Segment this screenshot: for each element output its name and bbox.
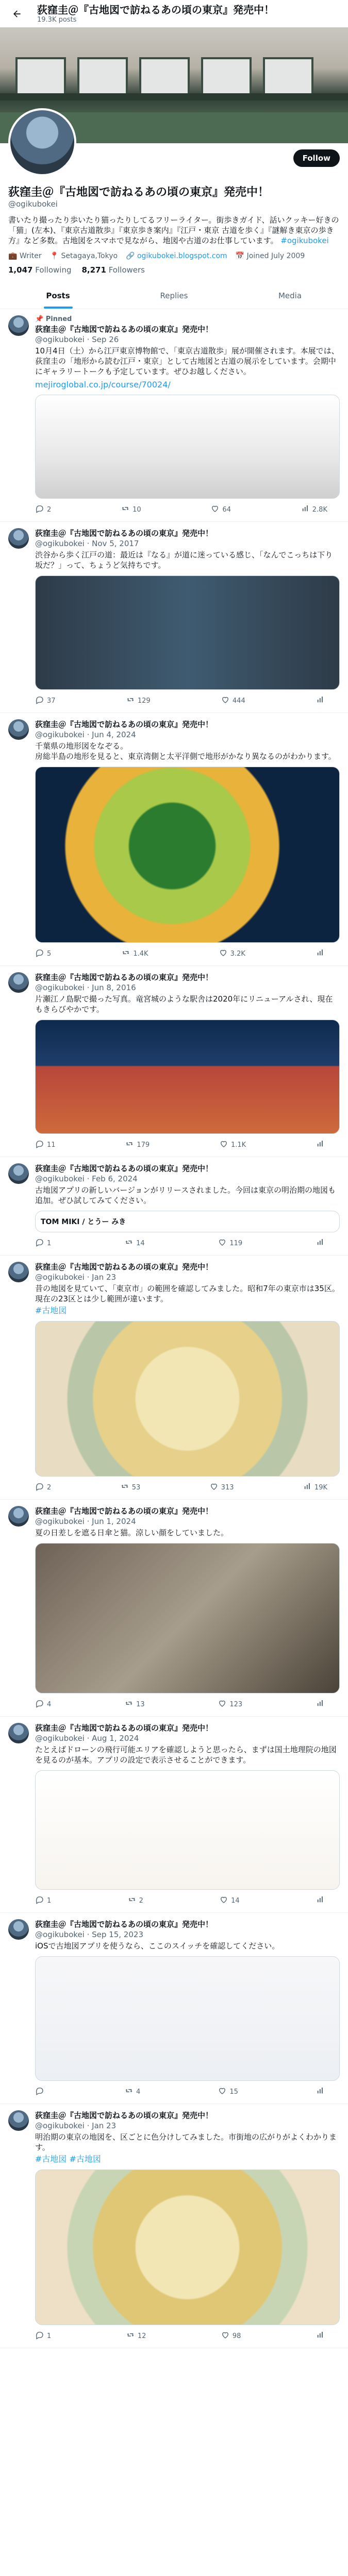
top-bar bbox=[0, 0, 348, 27]
like-icon bbox=[219, 1895, 228, 1906]
reply-count: 37 bbox=[47, 697, 56, 705]
like-button[interactable] bbox=[218, 1238, 242, 1249]
tweet-text: 明治期の東京の地図を、区ごとに色分けしてみました。市街地の広がりがよくわかります。 bbox=[35, 2132, 337, 2152]
tweet[interactable] bbox=[0, 1157, 348, 1256]
tweet-body bbox=[35, 1919, 340, 2097]
like-button[interactable] bbox=[218, 1699, 242, 1710]
tweet-media[interactable] bbox=[35, 2170, 340, 2325]
tweet-media[interactable] bbox=[35, 1543, 340, 1693]
repost-count: 13 bbox=[136, 1700, 145, 1708]
profile-handle: @ogikubokei bbox=[8, 199, 58, 209]
like-icon bbox=[218, 2086, 227, 2097]
quoted-tweet[interactable] bbox=[35, 1211, 340, 1232]
tweet-handle-date: @ogikubokei · Jan 23 bbox=[35, 1273, 117, 1282]
like-icon bbox=[218, 1238, 227, 1249]
like-count: 444 bbox=[232, 697, 245, 705]
tweet-actions bbox=[35, 1895, 340, 1906]
reply-icon bbox=[35, 1482, 44, 1493]
tweet-handle-date: @ogikubokei · Sep 26 bbox=[35, 335, 119, 344]
tweet[interactable] bbox=[0, 522, 348, 713]
banner-window bbox=[201, 57, 252, 97]
banner-rail bbox=[0, 93, 348, 100]
tweet-body bbox=[35, 1723, 340, 1906]
follow-button[interactable]: Follow bbox=[293, 149, 340, 167]
tweet-header bbox=[35, 528, 340, 549]
tweet-media[interactable] bbox=[35, 575, 340, 690]
tweet-handle-date: @ogikubokei · Jun 4, 2024 bbox=[35, 730, 136, 739]
tweet-avatar[interactable] bbox=[8, 719, 29, 740]
tweet-text: たとえばドローンの飛行可能エリアを確認しようと思ったら、まずは国土地理院の地図を見るのが基本。アプリの設定で表示させることができます。 bbox=[35, 1745, 337, 1765]
reply-icon bbox=[35, 1238, 44, 1249]
like-count: 64 bbox=[222, 505, 231, 514]
quoted-author: TOM MIKI / とうー みき bbox=[41, 1218, 126, 1226]
tweet-body bbox=[35, 1506, 340, 1710]
banner-window bbox=[15, 57, 66, 97]
tweet-avatar[interactable] bbox=[8, 528, 29, 549]
tweet-author-name[interactable]: 荻窪圭＠『古地図で訪ねるあの頃の東京』発売中！ bbox=[35, 325, 213, 334]
repost-button[interactable] bbox=[124, 1238, 145, 1249]
views-icon bbox=[316, 1139, 325, 1150]
tweet-avatar[interactable] bbox=[8, 972, 29, 993]
views-icon bbox=[303, 1482, 312, 1493]
repost-icon bbox=[121, 948, 130, 959]
reply-icon bbox=[35, 1895, 44, 1906]
reply-button[interactable] bbox=[35, 1238, 51, 1249]
reply-button[interactable] bbox=[35, 948, 51, 959]
views-button[interactable] bbox=[316, 2086, 327, 2097]
tab-media[interactable]: Media bbox=[278, 291, 302, 300]
like-count: 14 bbox=[231, 1896, 240, 1905]
tweet[interactable] bbox=[0, 1256, 348, 1500]
tweet-avatar[interactable] bbox=[8, 2110, 29, 2131]
profile-job: 💼 Writer bbox=[8, 252, 42, 260]
views-button[interactable] bbox=[316, 1895, 327, 1906]
tweet-body bbox=[35, 1262, 340, 1493]
reply-icon bbox=[35, 948, 44, 959]
repost-button[interactable] bbox=[126, 695, 151, 706]
like-count: 313 bbox=[221, 1483, 234, 1492]
reply-icon bbox=[35, 695, 44, 706]
reply-icon bbox=[35, 1139, 44, 1150]
tweet-author-name[interactable]: 荻窪圭＠『古地図で訪ねるあの頃の東京』発売中！ bbox=[35, 720, 213, 729]
reply-count: 11 bbox=[47, 1141, 56, 1149]
like-button[interactable] bbox=[219, 948, 245, 959]
tweet-text: iOSで古地図アプリを使うなら、ここのスイッチを確認してください。 bbox=[35, 1941, 280, 1951]
repost-count: 10 bbox=[132, 505, 141, 514]
tweet[interactable] bbox=[0, 309, 348, 522]
tweet-media[interactable] bbox=[35, 1321, 340, 1477]
views-icon bbox=[316, 2330, 325, 2342]
profile-bio bbox=[8, 215, 340, 246]
tweet-avatar[interactable] bbox=[8, 1919, 29, 1940]
profile-joined: 📅 Joined July 2009 bbox=[235, 252, 305, 260]
profile-meta bbox=[8, 252, 340, 260]
tweet-avatar[interactable] bbox=[8, 1163, 29, 1184]
tweet-actions bbox=[35, 1139, 340, 1150]
tweet-body bbox=[35, 315, 340, 515]
reply-icon bbox=[35, 2086, 44, 2097]
repost-icon bbox=[126, 695, 135, 706]
profile-bio-text: 書いたり撮ったり歩いたり猫ったりしてるフリーライター。街歩きガイド、話いクッキー好きの「猫」(左本)、『東京古道散歩』『東京歩き案内』『江戸・東京 古道を歩く』『謎解き東京の歩き方』など多数。古地図をスマホで見ながら、地図や古道のお仕事しています。 bbox=[8, 215, 339, 245]
tweet-body bbox=[35, 972, 340, 1150]
like-count: 3.2K bbox=[230, 950, 245, 958]
followers-count[interactable]: 8,271 Followers bbox=[81, 265, 145, 275]
tweet-handle-date: @ogikubokei · Sep 15, 2023 bbox=[35, 1930, 143, 1939]
tweet-actions bbox=[35, 948, 340, 959]
tweet-author-name[interactable]: 荻窪圭＠『古地図で訪ねるあの頃の東京』発売中！ bbox=[35, 1506, 213, 1516]
repost-count: 2 bbox=[139, 1896, 143, 1905]
banner-window bbox=[263, 57, 313, 97]
profile-info bbox=[0, 143, 348, 275]
tweet[interactable] bbox=[0, 966, 348, 1157]
tweet-handle-date: @ogikubokei · Jun 8, 2016 bbox=[35, 983, 136, 992]
tweet-body bbox=[35, 719, 340, 959]
reply-count: 1 bbox=[47, 1239, 52, 1247]
avatar[interactable] bbox=[8, 108, 76, 176]
repost-count: 14 bbox=[136, 1239, 145, 1247]
repost-icon bbox=[124, 2086, 134, 2097]
like-icon bbox=[219, 948, 228, 959]
tweet[interactable] bbox=[0, 1500, 348, 1717]
tweet-link[interactable]: mejiroglobal.co.jp/course/70024/ bbox=[35, 380, 171, 389]
views-icon bbox=[316, 948, 325, 959]
views-button[interactable] bbox=[316, 2330, 327, 2342]
reply-icon bbox=[35, 1699, 44, 1710]
views-count: 19K bbox=[314, 1483, 327, 1492]
tweet-actions bbox=[35, 1238, 340, 1249]
tweet-text: 10月4日（土）から江戸東京博物館で、「東京古道散歩」展が開催されます。本展では、荻窪圭の「地形から読む江戸・東京」として古地図と古道の展示をしています。会期中にギャラリートークも予定しています。ぜひお越しください。 bbox=[35, 346, 339, 376]
like-count: 98 bbox=[232, 2332, 241, 2340]
tweet-media[interactable] bbox=[35, 1770, 340, 1890]
like-button[interactable] bbox=[218, 2086, 238, 2097]
repost-button[interactable] bbox=[121, 948, 148, 959]
views-count: 2.8K bbox=[312, 505, 327, 514]
reply-count: 1 bbox=[47, 2332, 52, 2340]
repost-button[interactable] bbox=[121, 504, 141, 515]
tweet-actions bbox=[35, 2330, 340, 2342]
banner-window bbox=[139, 57, 190, 97]
like-button[interactable] bbox=[221, 695, 245, 706]
reply-icon bbox=[35, 2330, 44, 2342]
tweet-author-name[interactable]: 荻窪圭＠『古地図で訪ねるあの頃の東京』発売中！ bbox=[35, 1164, 213, 1173]
header-name: 荻窪圭＠『古地図で訪ねるあの頃の東京』発売中！ bbox=[37, 4, 274, 16]
repost-button[interactable] bbox=[126, 2330, 146, 2342]
views-button[interactable] bbox=[316, 1139, 327, 1150]
views-button[interactable] bbox=[316, 1238, 327, 1249]
tweet-media[interactable] bbox=[35, 1020, 340, 1134]
reply-button[interactable] bbox=[35, 1895, 51, 1906]
tweet[interactable] bbox=[0, 1913, 348, 2104]
views-icon bbox=[316, 2086, 325, 2097]
tweet-handle-date: @ogikubokei · Feb 6, 2024 bbox=[35, 1174, 138, 1183]
like-icon bbox=[221, 695, 230, 706]
tweet-author-name[interactable]: 荻窪圭＠『古地図で訪ねるあの頃の東京』発売中！ bbox=[35, 1920, 213, 1929]
reply-count: 4 bbox=[47, 1700, 52, 1708]
tweet-avatar[interactable] bbox=[8, 1262, 29, 1282]
views-icon bbox=[316, 1895, 325, 1906]
repost-icon bbox=[126, 2330, 135, 2342]
tweet-author-name[interactable]: 荻窪圭＠『古地図で訪ねるあの頃の東京』発売中！ bbox=[35, 529, 213, 538]
tweet-author-name[interactable]: 荻窪圭＠『古地図で訪ねるあの頃の東京』発売中！ bbox=[35, 1262, 213, 1272]
like-button[interactable] bbox=[210, 504, 231, 515]
like-icon bbox=[221, 2330, 230, 2342]
reply-count: 2 bbox=[47, 1483, 52, 1492]
tweet-text: 昔の地図を見ていて、「東京市」の範囲を確認してみました。昭和7年の東京市は35区。現在の23区とは少し範囲が違います。 bbox=[35, 1284, 340, 1303]
like-button[interactable] bbox=[219, 1139, 246, 1150]
like-count: 119 bbox=[229, 1239, 243, 1247]
tweet[interactable] bbox=[0, 2104, 348, 2348]
views-icon bbox=[316, 1699, 325, 1710]
tweet-header bbox=[35, 719, 340, 740]
tweet-body bbox=[35, 2110, 340, 2342]
repost-count: 129 bbox=[137, 697, 151, 705]
like-count: 123 bbox=[229, 1700, 243, 1708]
tweet-header bbox=[35, 1163, 340, 1184]
repost-count: 53 bbox=[131, 1483, 141, 1492]
tweet-avatar[interactable] bbox=[8, 315, 29, 336]
reply-button[interactable] bbox=[35, 1139, 56, 1150]
tweet-handle-date: @ogikubokei · Jun 1, 2024 bbox=[35, 1517, 136, 1526]
tweet-author-name[interactable]: 荻窪圭＠『古地図で訪ねるあの頃の東京』発売中！ bbox=[35, 973, 213, 982]
reply-button[interactable] bbox=[35, 2086, 47, 2097]
views-button[interactable] bbox=[316, 948, 327, 959]
tweet-actions bbox=[35, 1482, 340, 1493]
tweet-header bbox=[35, 1506, 340, 1527]
views-icon bbox=[316, 1238, 325, 1249]
repost-icon bbox=[127, 1895, 137, 1906]
repost-icon bbox=[124, 1699, 134, 1710]
views-button[interactable] bbox=[301, 504, 327, 515]
like-button[interactable] bbox=[219, 1895, 240, 1906]
tweet-header bbox=[35, 2110, 340, 2131]
tweet-text: 片瀬江ノ島駅で撮った写真。竜宮城のような駅舎は2020年にリニューアルされ、現在もきらびやかです。 bbox=[35, 994, 333, 1014]
timeline bbox=[0, 309, 348, 2348]
reply-button[interactable] bbox=[35, 1699, 51, 1710]
repost-icon bbox=[124, 1238, 134, 1249]
tweet-media[interactable] bbox=[35, 395, 340, 499]
reply-count: 1 bbox=[47, 1896, 52, 1905]
tweet-text: 渋谷から歩く江戸の道：最近は『なる』が道に迷っている感じ、「なんでこっちは下り坂だ？」って、ちょうど気持ちです。 bbox=[35, 550, 333, 570]
like-count: 1.1K bbox=[230, 1141, 246, 1149]
tweet-body bbox=[35, 528, 340, 706]
reply-button[interactable] bbox=[35, 1482, 51, 1493]
repost-count: 4 bbox=[136, 2088, 141, 2096]
follow-counts bbox=[8, 265, 340, 275]
tweet-avatar[interactable] bbox=[8, 1506, 29, 1527]
tab-replies[interactable]: Replies bbox=[160, 291, 188, 300]
views-button[interactable] bbox=[316, 1699, 327, 1710]
tweet-header bbox=[35, 1262, 340, 1282]
like-icon bbox=[209, 1482, 219, 1493]
tweet[interactable] bbox=[0, 713, 348, 966]
header-post-count: 19.3K posts bbox=[37, 16, 77, 24]
views-icon bbox=[301, 504, 310, 515]
tweet-header bbox=[35, 1919, 340, 1940]
repost-count: 1.4K bbox=[133, 950, 148, 958]
profile-tabs bbox=[0, 283, 348, 309]
header-title-block bbox=[37, 4, 274, 24]
like-count: 15 bbox=[229, 2088, 238, 2096]
tweet-body bbox=[35, 1163, 340, 1249]
banner-window bbox=[77, 57, 128, 97]
tweet-actions bbox=[35, 695, 340, 706]
reply-button[interactable] bbox=[35, 504, 51, 515]
reply-count: 2 bbox=[47, 505, 52, 514]
repost-icon bbox=[125, 1139, 134, 1150]
following-count[interactable]: 1,047 Following bbox=[8, 265, 72, 275]
tweet-hashtag[interactable]: #古地図 #古地図 bbox=[35, 2154, 101, 2164]
repost-button[interactable] bbox=[125, 1139, 150, 1150]
tweet[interactable] bbox=[0, 1717, 348, 1913]
reply-button[interactable] bbox=[35, 2330, 51, 2342]
tweet-actions bbox=[35, 2086, 340, 2097]
reply-button[interactable] bbox=[35, 695, 56, 706]
back-arrow-icon[interactable] bbox=[8, 5, 26, 23]
like-icon bbox=[218, 1699, 227, 1710]
profile-location: 📍 Setagaya,Tokyo bbox=[49, 252, 118, 260]
like-button[interactable] bbox=[209, 1482, 234, 1493]
tweet-author-name[interactable]: 荻窪圭＠『古地図で訪ねるあの頃の東京』発売中！ bbox=[35, 2111, 213, 2120]
repost-button[interactable] bbox=[124, 2086, 140, 2097]
like-icon bbox=[219, 1139, 228, 1150]
tweet-header bbox=[35, 324, 340, 345]
tweet-author-name[interactable]: 荻窪圭＠『古地図で訪ねるあの頃の東京』発売中！ bbox=[35, 1723, 213, 1733]
profile-bio-link[interactable]: #ogikubokei bbox=[280, 236, 329, 245]
like-button[interactable] bbox=[221, 2330, 241, 2342]
tweet-actions bbox=[35, 504, 340, 515]
tweet-handle-date: @ogikubokei · Aug 1, 2024 bbox=[35, 1734, 139, 1743]
pinned-label: 📌 Pinned bbox=[35, 315, 72, 323]
profile-website[interactable]: 🔗 ogikubokei.blogspot.com bbox=[126, 252, 227, 260]
reply-count: 5 bbox=[47, 950, 52, 958]
tweet-media[interactable] bbox=[35, 1956, 340, 2081]
repost-button[interactable] bbox=[124, 1699, 145, 1710]
repost-button[interactable] bbox=[120, 1482, 141, 1493]
reply-icon bbox=[35, 504, 44, 515]
views-button[interactable] bbox=[303, 1482, 327, 1493]
profile-name: 荻窪圭＠『古地図で訪ねるあの頃の東京』発売中！ bbox=[8, 186, 270, 199]
views-icon bbox=[316, 695, 325, 706]
tab-posts[interactable]: Posts bbox=[0, 283, 116, 309]
tweet-header bbox=[35, 1723, 340, 1743]
tweet-hashtag[interactable]: #古地図 bbox=[35, 1306, 67, 1315]
repost-icon bbox=[120, 1482, 129, 1493]
tweet-media[interactable] bbox=[35, 767, 340, 943]
tweet-text: 千葉県の地形図をなぞる。 房総半島の地形を見ると、東京湾側と太平洋側で地形がかなり異なるのがわかります。 bbox=[35, 741, 336, 761]
views-button[interactable] bbox=[316, 695, 327, 706]
tweet-text: 夏の日差しを遮る日傘と猫。涼しい顔をしていました。 bbox=[35, 1528, 229, 1537]
tweet-actions bbox=[35, 1699, 340, 1710]
repost-icon bbox=[121, 504, 130, 515]
repost-button[interactable] bbox=[127, 1895, 143, 1906]
repost-count: 179 bbox=[137, 1141, 150, 1149]
tweet-text: 古地図アプリの新しいバージョンがリリースされました。今回は東京の明治期の地図も追加。ぜひ試してみてください。 bbox=[35, 1185, 336, 1205]
tweet-handle-date: @ogikubokei · Jan 23 bbox=[35, 2121, 117, 2130]
like-icon bbox=[210, 504, 220, 515]
tweet-avatar[interactable] bbox=[8, 1723, 29, 1743]
tweet-handle-date: @ogikubokei · Nov 5, 2017 bbox=[35, 539, 139, 548]
repost-count: 12 bbox=[137, 2332, 146, 2340]
tweet-header bbox=[35, 972, 340, 993]
